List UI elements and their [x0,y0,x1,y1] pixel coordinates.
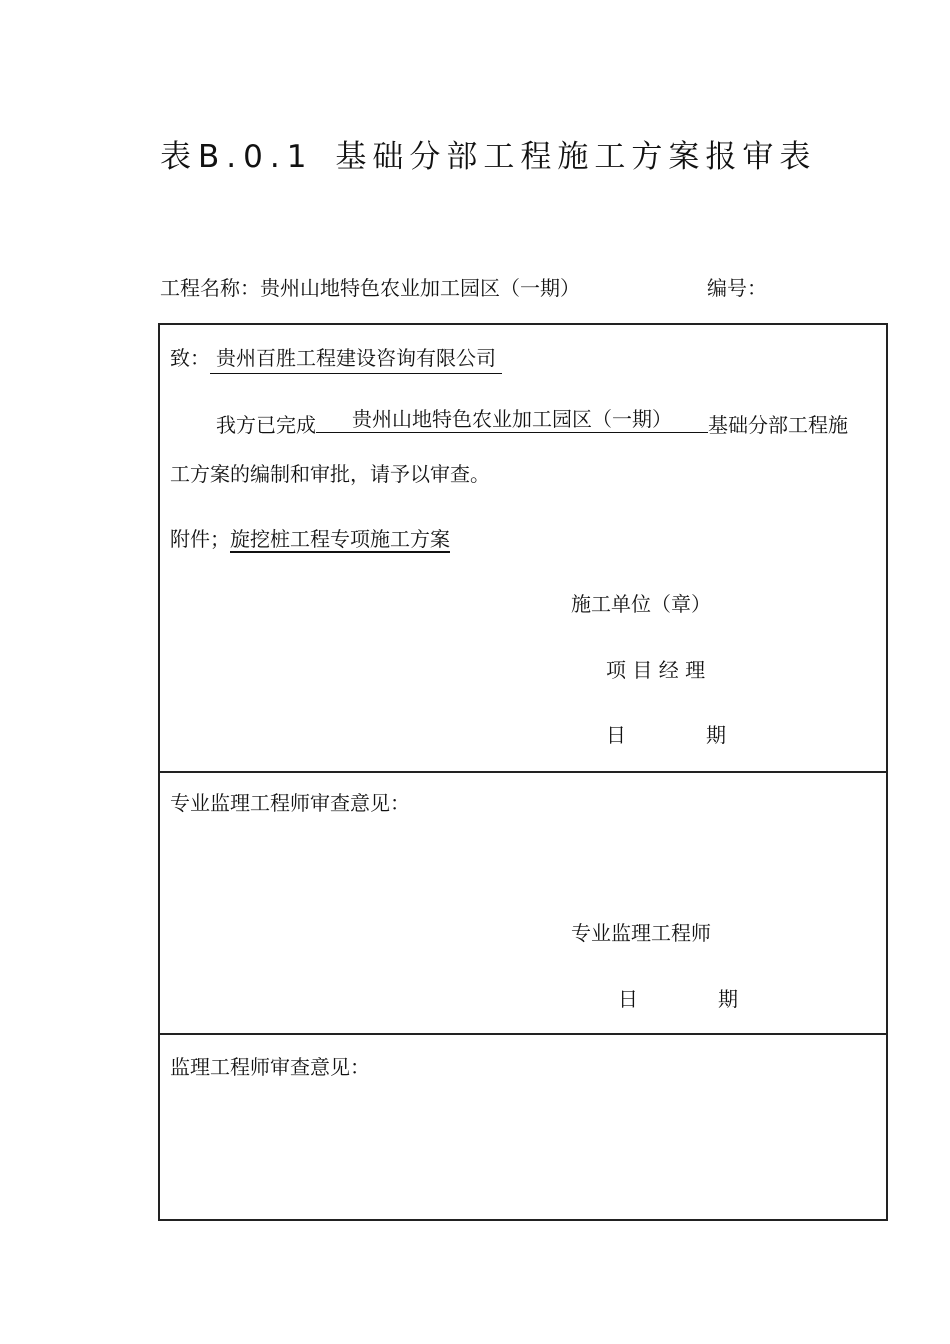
addressee-value: 贵州百胜工程建设咨询有限公司 [210,342,502,374]
body-prefix: 我方已完成 [216,413,316,437]
body-suffix: 基础分部工程施 [708,413,848,437]
sign-unit: 施工单位（章） [571,592,711,616]
sign-date-b: 期 [706,723,726,747]
attachment-line [170,523,450,552]
project-name: 工程名称：贵州山地特色农业加工园区（一期） [160,276,580,300]
sign-date-a: 日 [606,723,626,747]
supervisor-heading: 监理工程师审查意见： [170,1055,370,1079]
specialist-review-section [158,769,888,1035]
form-name: 基础分部工程施工方案报审表 [335,139,817,175]
body-line-2: 工方案的编制和审批，请予以审查。 [170,462,490,486]
specialist-date-a: 日 [618,987,638,1011]
body-line-1 [216,409,848,439]
to-label: 致： [170,346,210,370]
specialist-heading: 专业监理工程师审查意见： [170,791,410,815]
attachment-value: 旋挖桩工程专项施工方案 [230,527,450,551]
specialist-sign: 专业监理工程师 [571,921,711,945]
number-label: 编号： [707,276,767,300]
form-code: 表B.0.1 [160,139,314,175]
submission-section [158,323,888,773]
document-title [160,131,816,176]
sign-manager: 项 目 经 理 [606,658,706,682]
supervisor-review-section [158,1033,888,1221]
addressee-line [170,342,502,374]
specialist-date-b: 期 [718,987,738,1011]
attachment-label: 附件； [170,527,230,551]
body-fill-value: 贵州山地特色农业加工园区（一期） [316,403,708,433]
